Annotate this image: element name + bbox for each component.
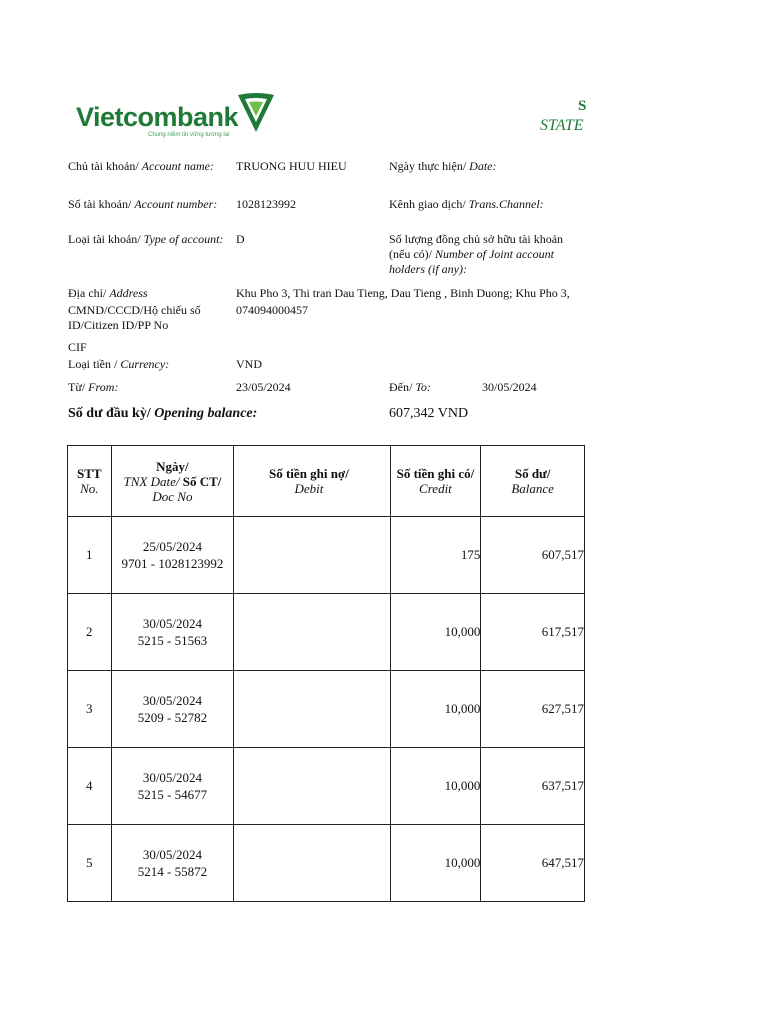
- to-value: 30/05/2024: [482, 380, 537, 394]
- cell-date: 30/05/2024: [142, 693, 203, 708]
- currency-label-vn: Loại tiền /: [68, 357, 118, 371]
- to-label: [389, 380, 431, 395]
- from-value: 23/05/2024: [236, 380, 291, 394]
- account-name-label-vn: Chủ tài khoản/: [68, 159, 139, 173]
- col-header-no: [68, 446, 112, 517]
- address-value: Khu Pho 3, Thi tran Dau Tieng, Dau Tieng , Binh Duong; Khu Pho 3,: [236, 286, 570, 300]
- statement-title: S: [578, 98, 587, 114]
- cell-balance: 627,517: [481, 671, 585, 748]
- account-number-label: [68, 197, 217, 212]
- account-type-value: D: [236, 232, 245, 246]
- logo-slogan: Chung niềm tin vững tương lai: [148, 132, 230, 138]
- from-label: [68, 380, 118, 395]
- cell-date: 30/05/2024: [142, 770, 203, 785]
- cell-doc: 5214 - 55872: [137, 864, 208, 879]
- col-header-balance-vn: Số dư/: [514, 466, 551, 481]
- cell-credit: 10,000: [390, 594, 481, 671]
- id-label-line2: ID/Citizen ID/PP No: [68, 318, 169, 332]
- joint-holders-line3: holders (if any):: [389, 262, 467, 276]
- account-number-label-vn: Số tài khoản/: [68, 197, 132, 211]
- cell-debit: [234, 517, 390, 594]
- account-name-label-en: Account name:: [141, 159, 214, 173]
- table-row: [68, 517, 585, 594]
- cell-date-doc: [111, 594, 234, 671]
- col-header-credit-vn: Số tiền ghi có/: [396, 466, 475, 481]
- cell-credit: 10,000: [390, 825, 481, 902]
- cell-balance: 607,517: [481, 517, 585, 594]
- id-label: [68, 303, 201, 333]
- table-header-row: [68, 446, 585, 517]
- from-label-en: From:: [88, 380, 119, 394]
- account-name-value: TRUONG HUU HIEU: [236, 159, 347, 173]
- cell-date: 30/05/2024: [142, 616, 203, 631]
- joint-holders-line2-en: Number of Joint account: [434, 247, 554, 261]
- date-label-en: Date:: [469, 159, 497, 173]
- channel-label-vn: Kênh giao dịch/: [389, 197, 466, 211]
- col-header-debit: [234, 446, 390, 517]
- cell-credit: 10,000: [390, 671, 481, 748]
- col-header-credit-en: Credit: [419, 481, 452, 496]
- cell-date-doc: [111, 517, 234, 594]
- opening-balance-label-vn: Số dư đầu kỳ/: [68, 406, 151, 421]
- transactions-table: [67, 445, 585, 902]
- cell-balance: 637,517: [481, 748, 585, 825]
- col-header-debit-vn: Số tiền ghi nợ/: [269, 466, 349, 481]
- cell-doc: 9701 - 1028123992: [121, 556, 224, 571]
- cell-credit: 10,000: [390, 748, 481, 825]
- joint-holders-line1: Số lượng đồng chủ sở hữu tài khoản: [389, 232, 564, 246]
- col-header-doc-vn: Số CT/: [182, 473, 222, 489]
- cell-date-doc: [111, 671, 234, 748]
- cell-doc: 5215 - 51563: [137, 633, 208, 648]
- cell-no: 1: [68, 517, 112, 594]
- account-number-value: 1028123992: [236, 197, 296, 211]
- to-label-en: To:: [415, 380, 431, 394]
- table-row: [68, 671, 585, 748]
- currency-value: VND: [236, 357, 262, 371]
- joint-holders-label: [389, 232, 563, 277]
- col-header-date: [111, 446, 234, 517]
- opening-balance-value: 607,342 VND: [389, 406, 469, 421]
- col-header-date-en: TNX Date/: [123, 473, 180, 489]
- cell-debit: [234, 594, 390, 671]
- col-header-balance-en: Balance: [511, 481, 554, 496]
- from-label-vn: Từ/: [68, 380, 86, 394]
- date-label: [389, 159, 496, 174]
- channel-label: [389, 197, 544, 212]
- cell-date-doc: [111, 825, 234, 902]
- table-row: [68, 594, 585, 671]
- joint-holders-line2-vn: (nếu có)/: [389, 247, 432, 261]
- account-type-label-en: Type of account:: [143, 232, 224, 246]
- address-label-en: Address: [109, 286, 148, 300]
- col-header-balance: [481, 446, 585, 517]
- opening-balance-label-en: Opening balance:: [154, 406, 258, 421]
- id-value: 074094000457: [236, 303, 308, 317]
- col-header-debit-en: Debit: [294, 481, 324, 496]
- account-number-label-en: Account number:: [134, 197, 218, 211]
- cell-debit: [234, 671, 390, 748]
- col-header-credit: [390, 446, 481, 517]
- id-label-line1: CMND/CCCD/Hộ chiếu số: [68, 303, 201, 317]
- address-label: [68, 286, 148, 301]
- table-row: [68, 748, 585, 825]
- cell-no: 5: [68, 825, 112, 902]
- to-label-vn: Đến/: [389, 380, 413, 394]
- statement-subtitle: STATE: [540, 117, 584, 134]
- currency-label: [68, 357, 169, 372]
- cell-no: 2: [68, 594, 112, 671]
- opening-balance-label: [68, 406, 257, 421]
- vietcombank-mark-icon: [236, 92, 276, 134]
- cell-date: 25/05/2024: [142, 539, 203, 554]
- cell-no: 4: [68, 748, 112, 825]
- channel-label-en: Trans.Channel:: [468, 197, 544, 211]
- cif-label: CIF: [68, 340, 87, 354]
- account-type-label: [68, 232, 223, 247]
- cell-balance: 617,517: [481, 594, 585, 671]
- cell-doc: 5215 - 54677: [137, 787, 208, 802]
- cell-date: 30/05/2024: [142, 847, 203, 862]
- table-row: [68, 825, 585, 902]
- col-header-doc-en: Doc No: [152, 488, 193, 504]
- date-label-vn: Ngày thực hiện/: [389, 159, 467, 173]
- col-header-no-vn: STT: [77, 466, 102, 481]
- address-label-vn: Địa chỉ/: [68, 286, 107, 300]
- cell-debit: [234, 748, 390, 825]
- currency-label-en: Currency:: [120, 357, 170, 371]
- cell-doc: 5209 - 52782: [137, 710, 208, 725]
- col-header-date-vn: Ngày/: [156, 458, 189, 474]
- cell-debit: [234, 825, 390, 902]
- account-type-label-vn: Loại tài khoản/: [68, 232, 141, 246]
- cell-date-doc: [111, 748, 234, 825]
- logo-text: Vietcombank: [76, 102, 239, 132]
- cell-credit: 175: [390, 517, 481, 594]
- account-name-label: [68, 159, 214, 174]
- col-header-no-en: No.: [80, 481, 99, 496]
- cell-balance: 647,517: [481, 825, 585, 902]
- cell-no: 3: [68, 671, 112, 748]
